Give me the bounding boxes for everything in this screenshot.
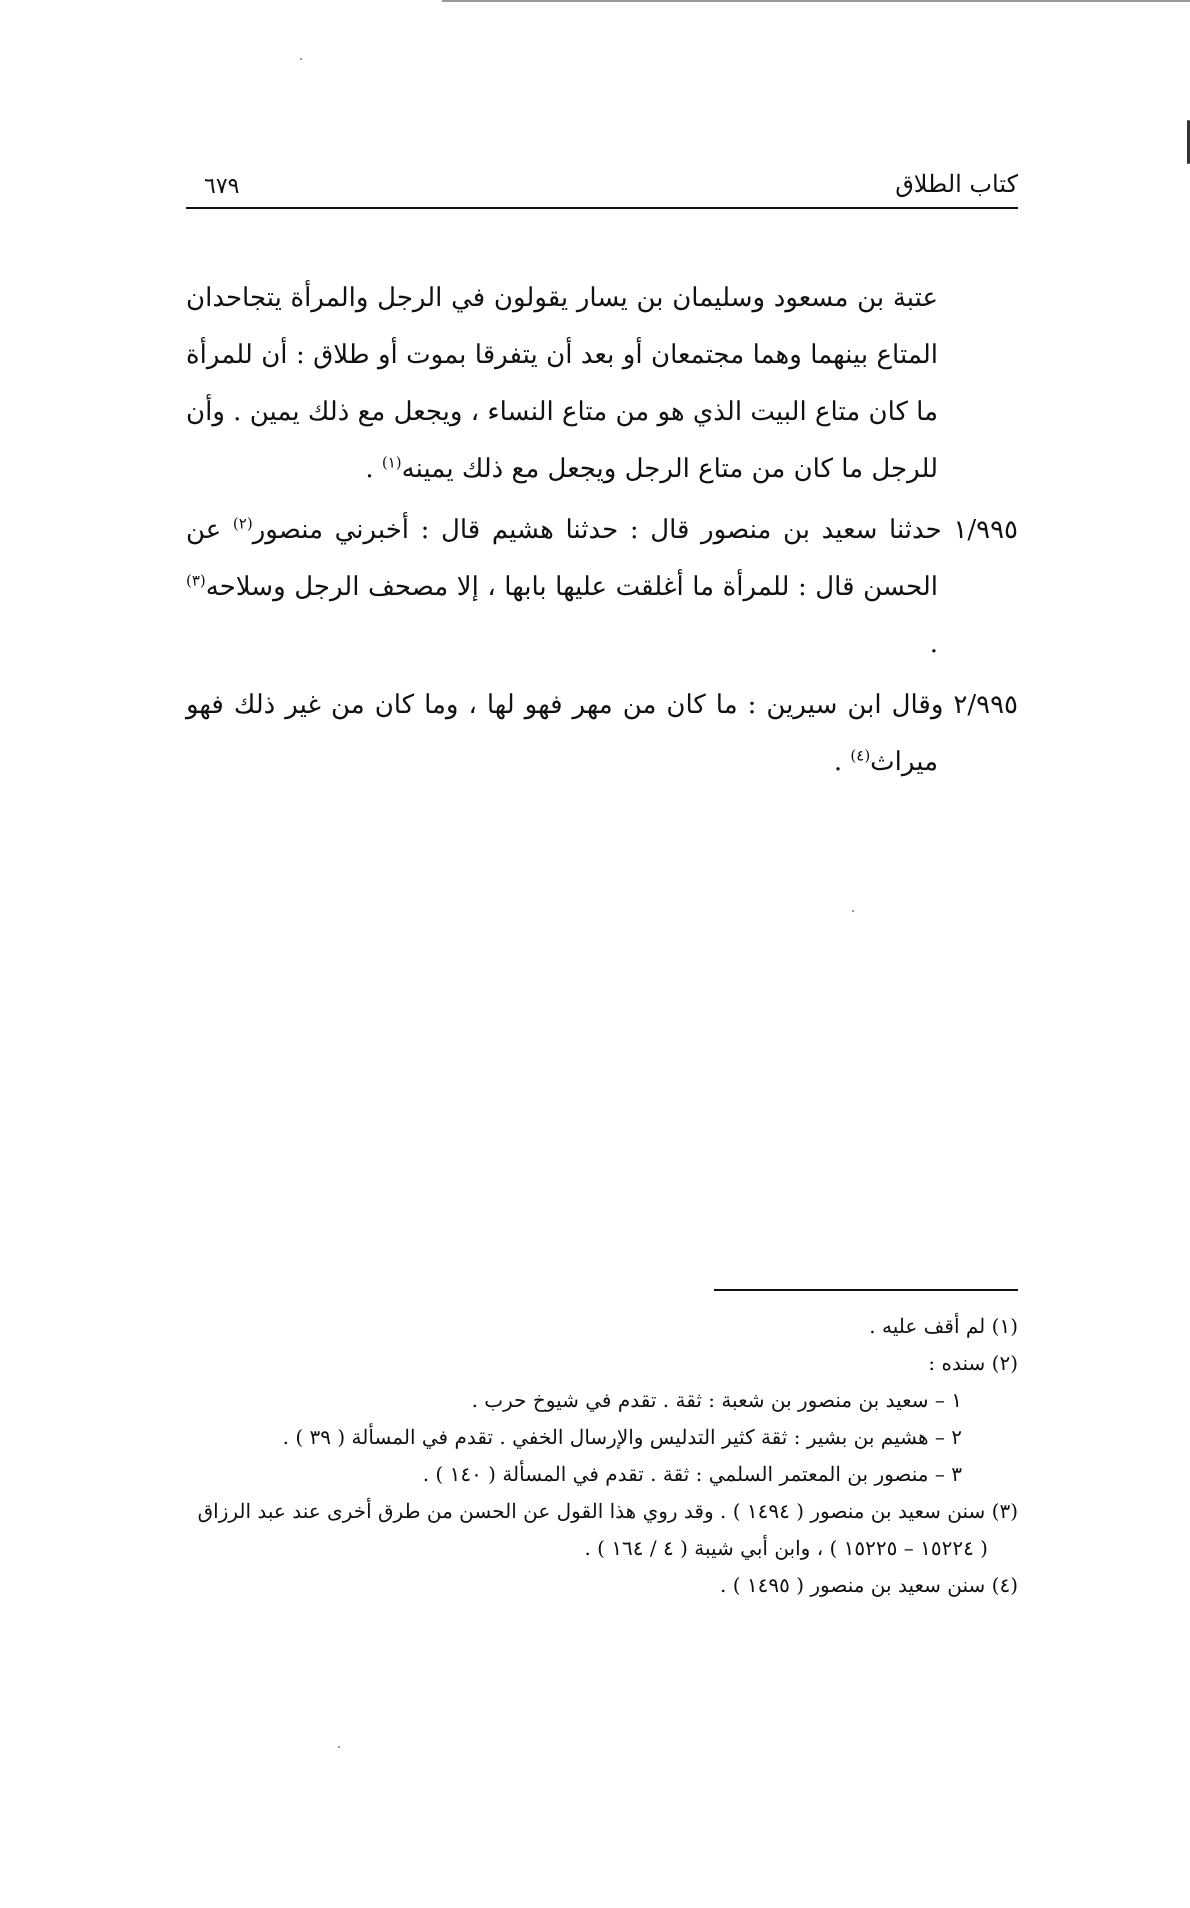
item-2-text-a: وقال ابن سيرين : ما كان من مهر فهو لها ، وما كان من غير ذلك فهو ميراث: [186, 690, 954, 777]
scan-speck: [300, 58, 302, 60]
scan-top-edge: [442, 0, 1190, 2]
scan-speck: [338, 1746, 340, 1748]
page-number: ٦٧٩: [204, 174, 240, 199]
book-title: كتاب الطلاق: [895, 170, 1018, 198]
footnote-1: (١) لم أقف عليه .: [869, 1314, 1018, 1338]
footnote-separator: [714, 1289, 1018, 1291]
footnote-2-item-3: ٣ – منصور بن المعتمر السلمي : ثقة . تقدم في المسألة ( ١٤٠ ) .: [422, 1462, 962, 1486]
footnote-3-line-1: (٣) سنن سعيد بن منصور ( ١٤٩٤ ) . وقد روي هذا القول عن الحسن من طرق أخرى عند عبد الرزاق: [197, 1499, 1018, 1523]
numbered-item-1: [186, 502, 1018, 673]
intro-line-1: عتبة بن مسعود وسليمان بن يسار يقولون في الرجل والمرأة يتجاحدان المتاع: [186, 283, 938, 370]
main-text: [186, 270, 1018, 791]
numbered-item-2: [186, 677, 1018, 791]
footnote-2-item-1: ١ – سعيد بن منصور بن شعبة : ثقة . تقدم في شيوخ حرب .: [471, 1388, 962, 1412]
footnotes: [186, 1308, 1018, 1604]
intro-line-4: ما كان من متاع الرجل ويجعل مع ذلك يمينه: [401, 454, 864, 484]
item-1-end: .: [929, 629, 938, 659]
intro-paragraph: [186, 270, 1018, 498]
item-number-1: ١/٩٩٥: [953, 515, 1018, 545]
header-rule: [186, 207, 1018, 209]
footnote-4: (٤) سنن سعيد بن منصور ( ١٤٩٥ ) .: [720, 1573, 1018, 1597]
footnote-2: (٢) سنده :: [928, 1351, 1018, 1375]
item-number-2: ٢/٩٩٥: [953, 690, 1018, 720]
running-header: [186, 166, 1018, 206]
footnote-3-line-2: ( ١٥٢٢٤ – ١٥٢٢٥ ) ، وابن أبي شيبة ( ٤ / ١٦٤ ) .: [584, 1536, 988, 1560]
intro-line-2: بينهما وهما مجتمعان أو بعد أن يتفرقا بموت أو طلاق : أن للمرأة ما كان: [186, 340, 938, 427]
item-1-text-a: حدثنا سعيد بن منصور قال : حدثنا هشيم قال : أخبرني منصور: [252, 515, 954, 545]
footnote-2-item-2: ٢ – هشيم بن بشير : ثقة كثير التدليس والإرسال الخفي . تقدم في المسألة ( ٣٩ ) .: [282, 1425, 962, 1449]
footnote-ref-4: (٤): [850, 746, 871, 765]
scan-speck: [852, 910, 854, 912]
intro-end: .: [365, 454, 382, 484]
footnote-ref-3: (٣): [186, 571, 206, 590]
footnote-ref-2: (٢): [232, 514, 253, 533]
item-2-end: .: [833, 747, 851, 777]
item-1-text-b: عن الحسن قال : للمرأة ما أغلقت عليها بابها ، إلا مصحف الرجل وسلاحه: [186, 515, 938, 602]
intro-line-3: متاع البيت الذي هو من متاع النساء ، ويجعل مع ذلك يمين . وأن للرجل: [186, 397, 938, 484]
footnote-ref-1: (١): [381, 453, 402, 472]
